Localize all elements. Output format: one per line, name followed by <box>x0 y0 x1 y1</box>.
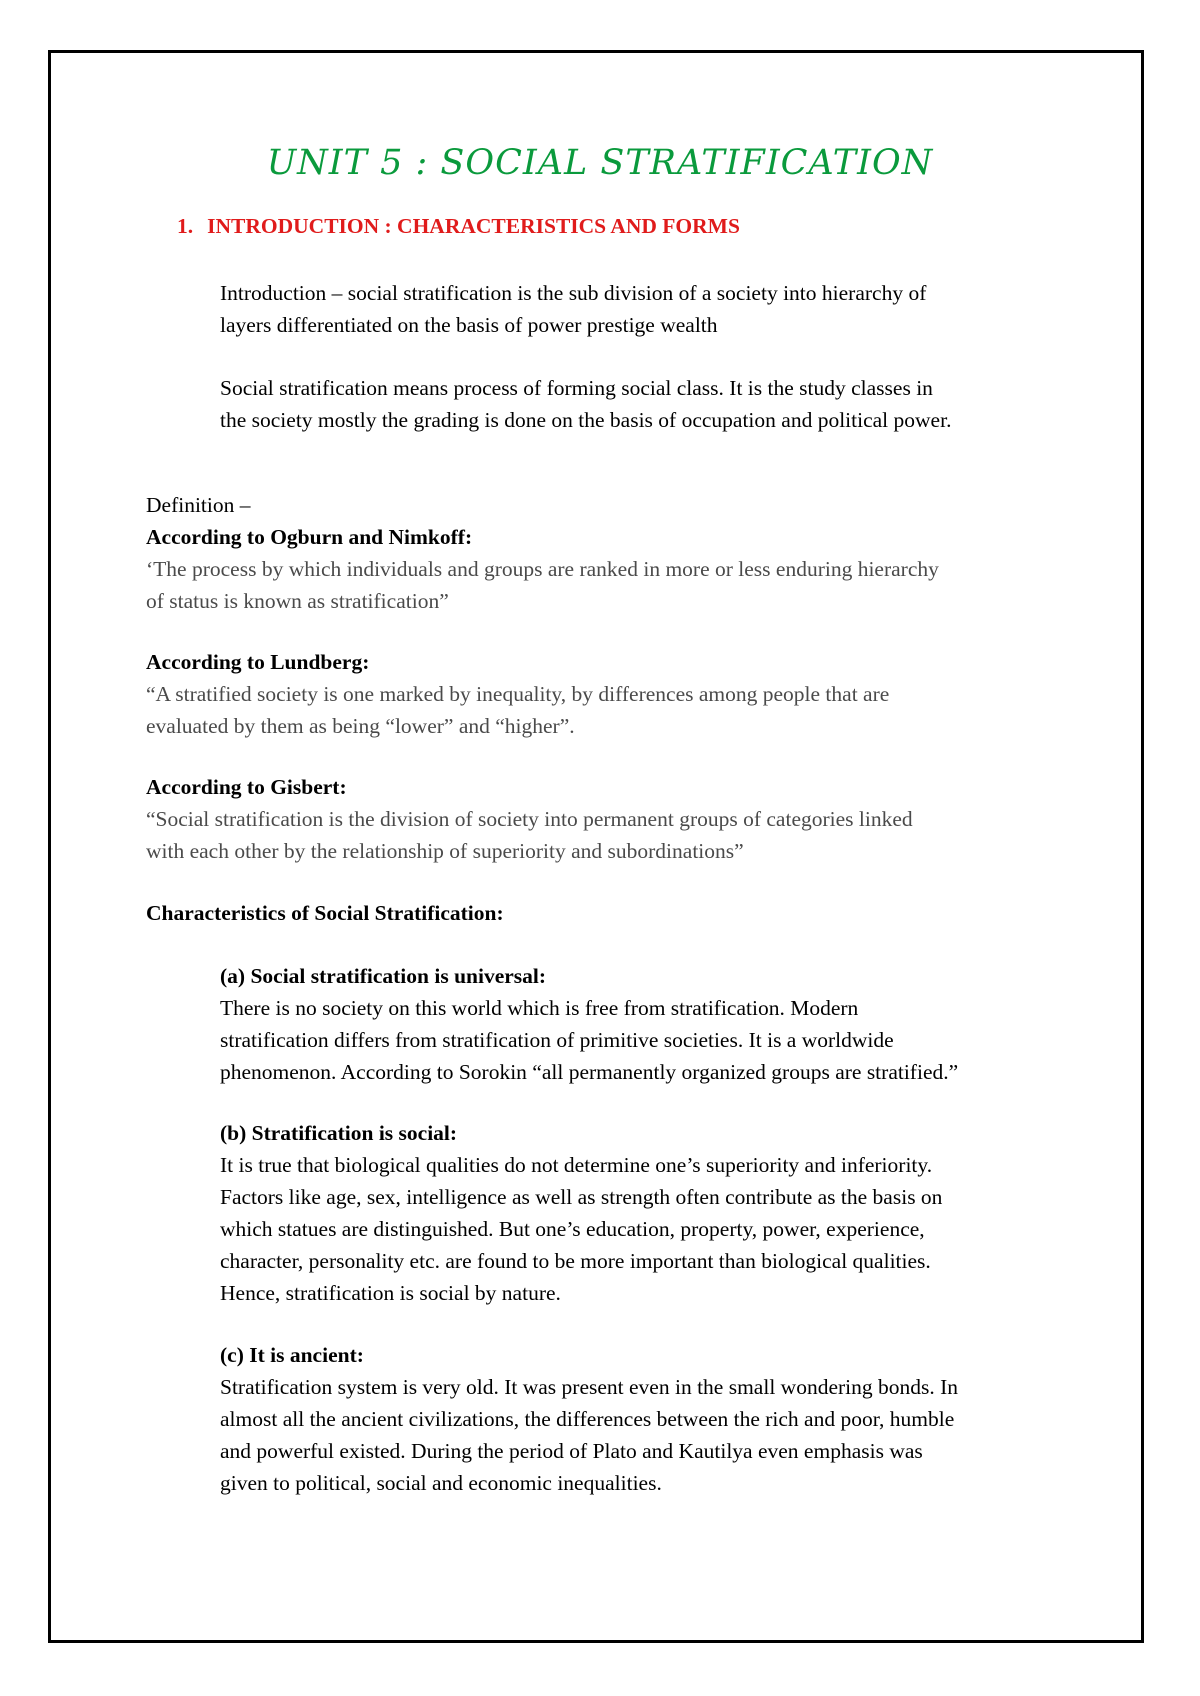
text-line: and powerful existed. During the period of Plato and Kautilya even emphasis was <box>220 1439 923 1463</box>
definition-quote: with each other by the relationship of superiority and subordinations” <box>146 839 744 863</box>
section-heading-text: INTRODUCTION : CHARACTERISTICS AND FORMS <box>207 214 740 238</box>
text-line: stratification differs from stratification of primitive societies. It is a worldwide <box>220 1028 894 1052</box>
definition-source: According to Ogburn and Nimkoff: <box>146 525 473 549</box>
characteristic-ancient <box>220 1339 958 1499</box>
text-line: layers differentiated on the basis of power prestige wealth <box>220 313 718 337</box>
section-heading <box>177 214 740 239</box>
text-line: Introduction – social stratification is the sub division of a society into hierarchy of <box>220 281 927 305</box>
page-title: UNIT 5 : SOCIAL STRATIFICATION <box>266 143 934 183</box>
intro-paragraph-2 <box>220 372 951 436</box>
definition-label: Definition – <box>146 493 251 517</box>
characteristic-title: (c) It is ancient: <box>220 1343 364 1367</box>
text-line: which statues are distinguished. But one’s education, property, power, experience, <box>220 1217 925 1241</box>
definition-lundberg <box>146 646 889 742</box>
text-line: There is no society on this world which is free from stratification. Modern <box>220 996 859 1020</box>
definition-quote: ‘The process by which individuals and groups are ranked in more or less enduring hierarchy <box>146 557 939 581</box>
section-number: 1. <box>177 214 194 238</box>
text-line: given to political, social and economic inequalities. <box>220 1471 662 1495</box>
text-line: phenomenon. According to Sorokin “all permanently organized groups are stratified.” <box>220 1060 959 1084</box>
characteristics-heading: Characteristics of Social Stratification: <box>146 901 504 925</box>
text-line: Hence, stratification is social by nature. <box>220 1281 561 1305</box>
intro-paragraph-1 <box>220 277 926 341</box>
definition-quote: of status is known as stratification” <box>146 589 449 613</box>
characteristic-title: (b) Stratification is social: <box>220 1121 458 1145</box>
characteristic-universal <box>220 960 958 1088</box>
text-line: character, personality etc. are found to be more important than biological qualities. <box>220 1249 931 1273</box>
definition-gisbert <box>146 771 913 867</box>
text-line: Stratification system is very old. It was present even in the small wondering bonds. In <box>220 1375 959 1399</box>
definition-quote: evaluated by them as being “lower” and “higher”. <box>146 714 575 738</box>
text-line: Factors like age, sex, intelligence as well as strength often contribute as the basis on <box>220 1185 943 1209</box>
characteristic-title: (a) Social stratification is universal: <box>220 964 547 988</box>
definition-ogburn <box>146 521 939 617</box>
text-line: Social stratification means process of forming social class. It is the study classes in <box>220 376 933 400</box>
characteristic-social <box>220 1117 942 1309</box>
definition-quote: “A stratified society is one marked by inequality, by differences among people that are <box>146 682 890 706</box>
definition-source: According to Gisbert: <box>146 775 347 799</box>
text-line: almost all the ancient civilizations, the differences between the rich and poor, humble <box>220 1407 955 1431</box>
definition-quote: “Social stratification is the division of society into permanent groups of categories linked <box>146 807 913 831</box>
definition-source: According to Lundberg: <box>146 650 370 674</box>
text-line: It is true that biological qualities do not determine one’s superiority and inferiority. <box>220 1153 933 1177</box>
text-line: the society mostly the grading is done on the basis of occupation and political power. <box>220 408 952 432</box>
